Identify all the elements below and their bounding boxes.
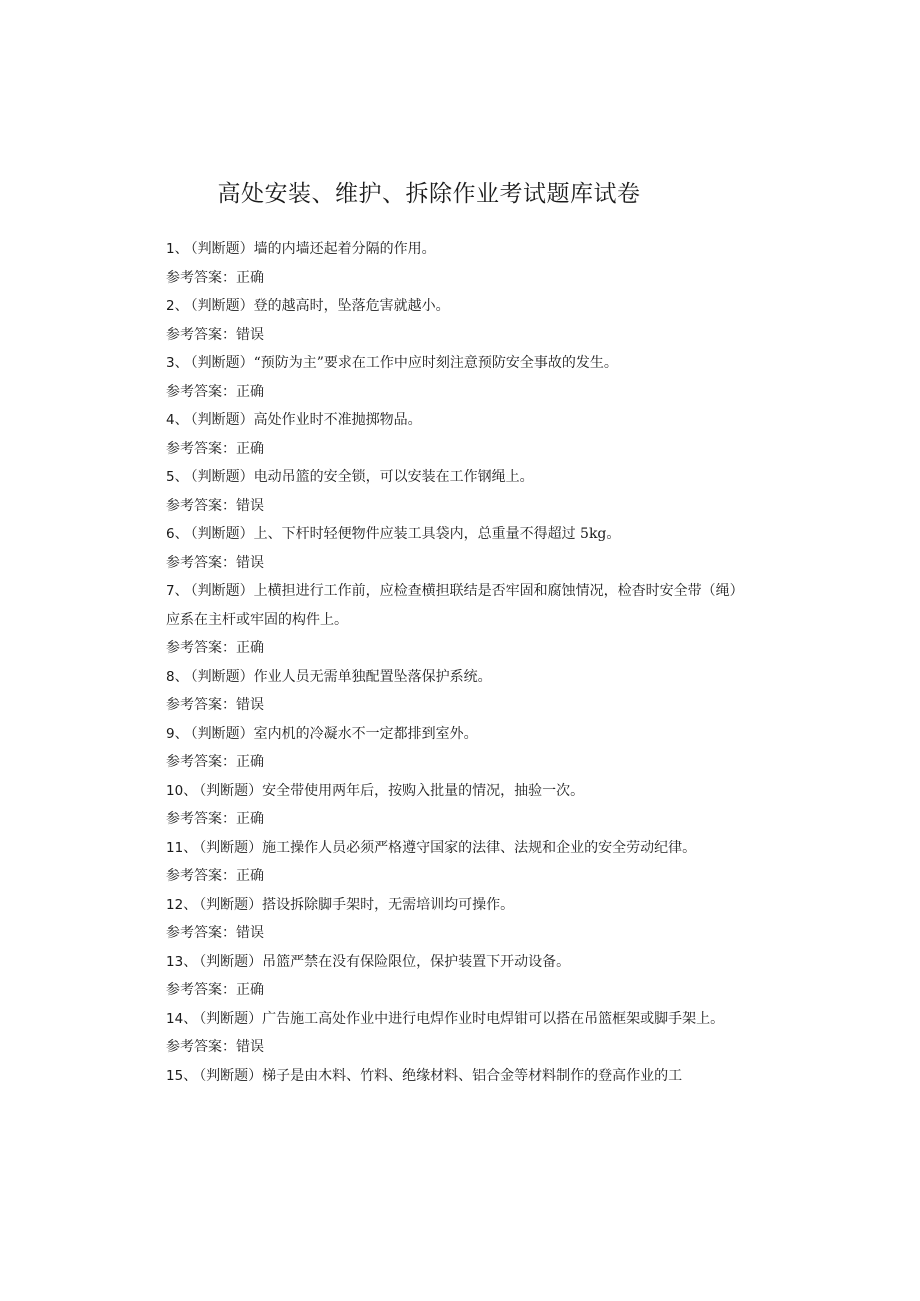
question-text (166, 349, 748, 378)
answer-value: 错误 (236, 697, 264, 713)
question-body: （判断题）上、下杆时轻便物件应装工具袋内，总重量不得超过 5kg。 (190, 526, 621, 542)
question-number: 4 (166, 412, 175, 428)
question-item (166, 891, 748, 948)
answer-label: 参考答案： (166, 326, 236, 343)
question-item (166, 720, 748, 777)
question-separator: 、 (183, 953, 198, 970)
question-body: （判断题）作业人员无需单独配置坠落保护系统。 (190, 668, 492, 685)
question-number: 8 (166, 668, 175, 685)
question-item (166, 948, 748, 1005)
question-item (166, 577, 748, 663)
question-number: 15 (166, 1067, 184, 1084)
question-text (166, 891, 748, 920)
answer-value: 错误 (236, 554, 264, 571)
answer-line (166, 549, 748, 578)
answer-line (166, 378, 748, 407)
answer-label: 参考答案： (166, 811, 236, 827)
question-body: （判断题）施工操作人员必须严格遵守国家的法律、法规和企业的安全劳动纪律。 (199, 839, 697, 856)
question-separator: 、 (174, 469, 189, 485)
question-text (166, 577, 748, 634)
question-item (166, 1005, 748, 1062)
answer-line (166, 492, 748, 521)
answer-label: 参考答案： (166, 383, 236, 400)
answer-value: 错误 (236, 326, 264, 343)
question-number: 7 (166, 583, 175, 599)
answer-line (166, 748, 748, 777)
answer-value: 正确 (236, 640, 264, 656)
answer-label: 参考答案： (166, 269, 236, 286)
question-text (166, 777, 748, 806)
answer-line (166, 805, 748, 834)
question-list (166, 235, 748, 1090)
answer-line (166, 435, 748, 464)
answer-label: 参考答案： (166, 982, 236, 998)
answer-line (166, 976, 748, 1005)
answer-label: 参考答案： (166, 697, 236, 713)
question-separator: 、 (174, 241, 189, 257)
question-separator: 、 (174, 583, 189, 599)
question-body: （判断题）“预防为主”要求在工作中应时刻注意预防安全事故的发生。 (190, 355, 618, 371)
answer-label: 参考答案： (166, 440, 236, 457)
answer-line (166, 264, 748, 293)
answer-label: 参考答案： (166, 1039, 236, 1055)
answer-value: 正确 (236, 811, 264, 827)
question-text (166, 834, 748, 863)
question-text (166, 406, 748, 435)
answer-value: 正确 (236, 868, 264, 884)
question-number: 9 (166, 725, 175, 742)
question-item (166, 663, 748, 720)
question-text (166, 948, 748, 977)
question-number: 12 (166, 896, 184, 913)
answer-line (166, 862, 748, 891)
answer-label: 参考答案： (166, 925, 236, 941)
answer-value: 错误 (236, 497, 264, 514)
answer-line (166, 321, 748, 350)
question-body: （判断题）吊篮严禁在没有保险限位，保护装置下开动设备。 (199, 953, 571, 970)
answer-line (166, 1033, 748, 1062)
answer-line (166, 919, 748, 948)
answer-value: 错误 (236, 1039, 264, 1055)
question-body: （判断题）广告施工高处作业中进行电焊作业时电焊钳可以搭在吊篮框架或脚手架上。 (199, 1010, 725, 1027)
answer-label: 参考答案： (166, 554, 236, 571)
question-body: （判断题）电动吊篮的安全锁，可以安装在工作钢绳上。 (190, 469, 534, 485)
question-item (166, 349, 748, 406)
answer-value: 错误 (236, 925, 264, 941)
question-separator: 、 (174, 355, 189, 371)
question-body: （判断题）梯子是由木料、竹料、绝缘材料、铝合金等材料制作的登高作业的工 (199, 1067, 683, 1084)
question-number: 5 (166, 469, 175, 485)
document-title: 高处安装、维护、拆除作业考试题库试卷 (217, 181, 641, 207)
question-body: （判断题）高处作业时不准抛掷物品。 (190, 412, 422, 428)
question-text (166, 520, 748, 549)
question-item (166, 463, 748, 520)
question-number: 2 (166, 298, 175, 314)
question-body: （判断题）墙的内墙还起着分隔的作用。 (190, 241, 436, 257)
question-separator: 、 (174, 725, 189, 742)
answer-value: 正确 (236, 982, 264, 998)
question-body: （判断题）室内机的冷凝水不一定都排到室外。 (190, 725, 478, 742)
question-item (166, 1062, 748, 1091)
question-item (166, 834, 748, 891)
answer-label: 参考答案： (166, 497, 236, 514)
question-body: （判断题）搭设拆除脚手架时，无需培训均可操作。 (199, 896, 515, 913)
question-text (166, 1005, 748, 1034)
answer-value: 正确 (236, 383, 264, 400)
question-text (166, 663, 748, 692)
question-number: 11 (166, 839, 184, 856)
question-separator: 、 (174, 298, 189, 314)
question-separator: 、 (183, 782, 198, 799)
question-number: 13 (166, 953, 184, 970)
answer-line (166, 634, 748, 663)
question-number: 14 (166, 1010, 184, 1027)
question-separator: 、 (174, 526, 189, 542)
question-body: （判断题）上横担进行工作前，应检查横担联结是否牢固和腐蚀情况，检杳时安全带（绳）应系在主杆或牢固的构件上。 (166, 583, 744, 628)
question-item (166, 520, 748, 577)
question-body: （判断题）安全带使用两年后，按购入批量的情况，抽验一次。 (199, 782, 585, 799)
answer-value: 正确 (236, 269, 264, 286)
answer-label: 参考答案： (166, 868, 236, 884)
question-number: 6 (166, 526, 175, 542)
question-separator: 、 (183, 896, 198, 913)
question-text (166, 463, 748, 492)
answer-line (166, 691, 748, 720)
question-number: 1 (166, 241, 175, 257)
question-number: 3 (166, 355, 175, 371)
question-separator: 、 (183, 1067, 198, 1084)
question-separator: 、 (174, 412, 189, 428)
question-text (166, 292, 748, 321)
answer-label: 参考答案： (166, 754, 236, 770)
question-separator: 、 (183, 839, 198, 856)
question-text (166, 1062, 748, 1091)
question-number: 10 (166, 782, 184, 799)
question-text (166, 235, 748, 264)
question-text (166, 720, 748, 749)
question-item (166, 777, 748, 834)
answer-value: 正确 (236, 754, 264, 770)
answer-label: 参考答案： (166, 640, 236, 656)
question-item (166, 406, 748, 463)
question-separator: 、 (183, 1010, 198, 1027)
question-body: （判断题）登的越高时，坠落危害就越小。 (190, 298, 450, 314)
answer-value: 正确 (236, 440, 264, 457)
question-item (166, 235, 748, 292)
question-separator: 、 (174, 668, 189, 685)
question-item (166, 292, 748, 349)
